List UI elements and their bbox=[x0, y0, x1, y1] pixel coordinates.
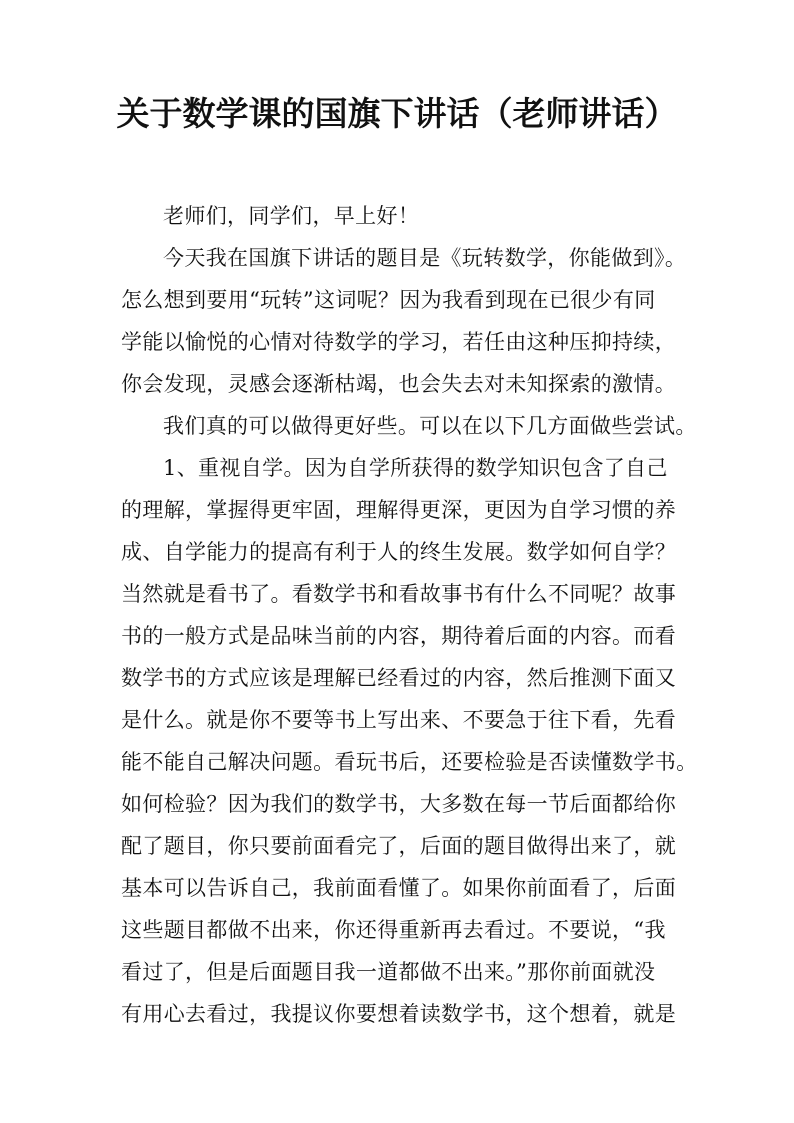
paragraph-line: 基本可以告诉自己，我前面看懂了。如果你前面看了，后面 bbox=[121, 876, 677, 900]
document-title: 关于数学课的国旗下讲话（老师讲话） bbox=[116, 94, 678, 133]
speech-body bbox=[121, 195, 698, 1035]
paragraph-line: 老师们，同学们，早上好！ bbox=[163, 204, 420, 228]
paragraph-line: 这些题目都做不出来，你还得重新再去看过。不要说，“我 bbox=[121, 918, 666, 942]
paragraph-line: 有用心去看过，我提议你要想着读数学书，这个想着，就是 bbox=[121, 1002, 677, 1026]
paragraph-line: 我们真的可以做得更好些。可以在以下几方面做些尝试。 bbox=[163, 414, 697, 438]
paragraph-line: 配了题目，你只要前面看完了，后面的题目做得出来了，就 bbox=[121, 834, 677, 858]
paragraph-line: 1、重视自学。因为自学所获得的数学知识包含了自己 bbox=[163, 456, 668, 480]
paragraph-line: 成、自学能力的提高有利于人的终生发展。数学如何自学？ bbox=[121, 540, 677, 564]
paragraph-line: 书的一般方式是品味当前的内容，期待着后面的内容。而看 bbox=[121, 624, 677, 648]
paragraph-line: 能不能自己解决问题。看玩书后，还要检验是否读懂数学书。 bbox=[121, 750, 698, 774]
paragraph-line: 今天我在国旗下讲话的题目是《玩转数学，你能做到》。 bbox=[163, 246, 687, 270]
paragraph-line: 你会发现，灵感会逐渐枯竭，也会失去对未知探索的激情。 bbox=[121, 372, 677, 396]
paragraph-line: 是什么。就是你不要等书上写出来、不要急于往下看，先看 bbox=[121, 708, 677, 732]
paragraph-line: 数学书的方式应该是理解已经看过的内容，然后推测下面又 bbox=[121, 666, 677, 690]
paragraph-line: 的理解，掌握得更牢固，理解得更深，更因为自学习惯的养 bbox=[121, 498, 677, 522]
paragraph-line: 学能以愉悦的心情对待数学的学习，若任由这种压抑持续， bbox=[121, 330, 677, 354]
paragraph-line: 当然就是看书了。看数学书和看故事书有什么不同呢？故事 bbox=[121, 582, 677, 606]
paragraph-line: 如何检验？因为我们的数学书，大多数在每一节后面都给你 bbox=[121, 792, 677, 816]
paragraph-line: 看过了，但是后面题目我一道都做不出来。”那你前面就没 bbox=[121, 960, 656, 984]
paragraph-line: 怎么想到要用“玩转”这词呢？因为我看到现在已很少有同 bbox=[121, 288, 656, 312]
